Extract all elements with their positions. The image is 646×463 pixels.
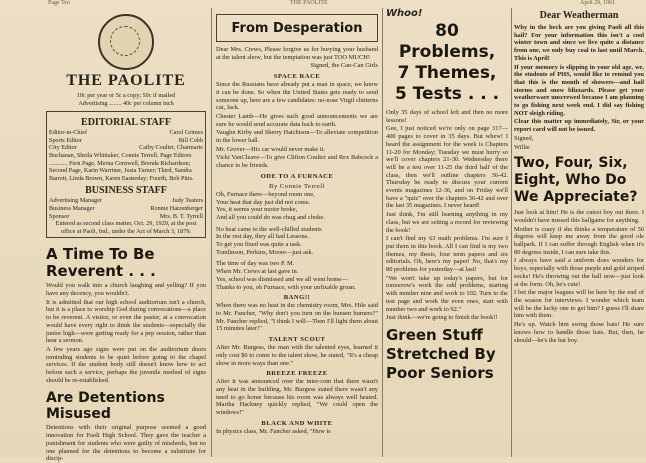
ode-author: By Connie Terrell <box>269 182 325 190</box>
ode-poem: Oh, Furnace there—beyond room one, Your heat that day just did not come. Yes, it seems your motor broke, And all you could do was chug and choke. No heat came to the well-chilled students In the rest day, they all had Lessons. To get you fixed was quite a task. Tomlinson, Perkins, Moore—just ask. The time of day was two P. M. When Mr. Crews at last gave in. Yes, school was dismissed and we all went home— Thanks to you, oh Furnace, with your unfixable groan. <box>216 190 356 291</box>
problems-paragraph: Only 35 days of school left and then no more lessons! <box>386 109 508 124</box>
space-race-text: Mr. Grover—His car would never make it. <box>216 145 325 153</box>
desperation-headline-box <box>216 14 378 42</box>
staff-row: City Editor Cathy Coulter, Charmarie <box>49 144 203 152</box>
problems-headline: 80 Problems, 7 Themes, 5 Tests . . . <box>394 21 500 104</box>
desperation-letter: Dear Mrs. Crews, Please forgive us for burying your husband at the talent show, but the temptation was just TOO MUCH! <box>216 46 378 61</box>
staff-row: Business Manager Ronnie Hatzenberger <box>49 204 203 212</box>
staff-row: Sports Editor Bill Cobb <box>49 136 203 144</box>
appreciate-headline: Two, Four, Six, Eight, Who Do We Appreciate? <box>514 155 638 206</box>
space-race-text: Vaughn Kirby and Sherry Hatchison—To alleviate competition in the lower hall. <box>216 129 378 145</box>
ode-head: ODE TO A FURNACE <box>260 172 334 180</box>
problems-paragraph: Just think—we're going to finish the book!! <box>386 314 498 322</box>
desperation-headline: From Desperation <box>231 21 363 36</box>
space-race-text: Vicki VanCleave—To give Clifton Coulter and Rex Babcock a chance to be friends. <box>216 154 378 170</box>
problems-paragraph: "We won't take up today's papers, but for tomorrow's work the odd problems, starting with number nine and work to 102. Turn to the test page and work the even ones, start with number two and work to 92." <box>386 274 508 313</box>
price-line: 10c per year or 5c a copy; 50c if mailed <box>76 92 176 99</box>
reverent-paragraph: A few years ago signs were put on the auditorium doors reminding students to be quiet before going to the chapel services. If the student body still doesn't know how to act before such a service, perhaps the juvenile method of signs should be re-established. <box>46 345 206 384</box>
problems-paragraph: I can't find my 63 math problems. I'm sure I put them in this book. All I can find is my two themes, my thesis, four term papers and six editorials. Oh, here's my paper! No, that's my 80 problems for yesterday—at last! <box>386 235 508 274</box>
appreciate-paragraph: Just look at him! He is the cutest boy out there. I wouldn't have missed this ballgame for anything. <box>514 209 644 224</box>
weatherman-signer: Willie <box>514 143 530 151</box>
column-masthead <box>46 8 206 463</box>
detentions-headline: Are Detentions Misused <box>46 390 165 423</box>
appreciate-paragraph: I bet the major leagues will be here by the end of the season for interviews. I wonder which team will be the lucky one to get him? I guess I'll share him with them. <box>514 289 644 320</box>
column-desperation <box>216 8 378 457</box>
green-stuff-headline: Green Stuff Stretched By Poor Seniors <box>386 325 496 382</box>
page-label: Page Ten <box>48 0 70 6</box>
editorial-staff-text: Buchanan, Sheila Whittaker, Connie Terrell. Page Editors ............ Fern Page, Merna Cornwell, Brenda Richardson; Second Page, Karin Warriner, Justa Turner; Third, Sandra Barrett, Linda Brown, Karen Easterday; Fourth, Bob Pitts. <box>49 151 194 182</box>
talent-head: TALENT SCOUT <box>268 336 326 344</box>
weatherman-paragraph: Clear this matter up immediately, Sir, or your report card will not be issued. <box>514 118 644 134</box>
column-problems <box>386 8 508 457</box>
staff-row: Sponsor Mrs. B. T. Tyrrell <box>49 212 203 220</box>
masthead-title: THE PAOLITE <box>66 72 186 89</box>
problems-paragraph: Gee, I just noticed we're only on page 317—400 pages to cover in 35 days. But whew! I heard the assignment for the week is Chapters 11-20 for Monday; Tuesday we must hurry so we'll cover chapters 21-30. Wednesday there will be a test over 11-25 the third half of the class, then we'll outline chapters 36-42. Thursday be ready to discuss your current events magazines 12-36, and on Friday we'll have a "quiz" over the chapters 36-42 and over the last 35 magazines. I never heard! <box>386 125 508 210</box>
space-race-text: Since the Russians have already put a man in space, we know it can be done. So when the United States gets ready to send someone up, here are a few candidates: no-nose Virgil chitterns cat, Jack. <box>216 81 378 112</box>
reverent-paragraph: Would you walk into a church laughing and yelling? If you have any decency, you wouldn't. <box>46 282 206 298</box>
ad-rate-line: Advertising ........ 40c per column inch <box>78 99 174 107</box>
bang-text: When there was no heat in the chemistry room, Mrs. Hile said to Mr. Fancher, "Why don't you turn on the bunsen burners?" Mr. Fancher replied, "I think I will—Then I'll light them about 15 minutes later!" <box>216 302 378 333</box>
appreciate-paragraph: I always have said a uniform does wonders for boys, especially with those purple and gold striped socks! He's throwing out the ball now—just look at the form. Oh, he's cute! <box>514 257 644 288</box>
column-rule <box>382 8 383 457</box>
page-header <box>0 0 646 7</box>
appreciate-paragraph: He's up. Watch him swing those bats! He sure knows how to handle those bats. But, then, he should—he's the bat boy. <box>514 321 644 344</box>
staff-box <box>46 111 206 238</box>
black-white-text: In physics class, Mr. Fancher asked, "How is <box>216 427 331 435</box>
breeze-text: After it was announced over the inter-com that there wasn't any heat in the building, Mr. Burgess stated there wasn't any need to go home because his room was always well heated. Martha Hackney quickly replied, "We could open the windows!" <box>216 378 378 417</box>
problems-paragraph: Just think, I'm still learning anything in my class, but we are setting a record for reviewing the book! <box>386 211 508 234</box>
school-seal-icon <box>98 14 154 70</box>
reverent-paragraph: It is admitted that our high school auditorium isn't a church, but it is a place to worship God during convocations—a place to be reverent. A visitor, or even the pastor, at a convocation would have every right to think the students—especially the junior high—were getting ready for a pep session, rather than hear a sermon. <box>46 298 206 345</box>
weatherman-letter: Why in the heck are you giving Paoli all this hail? For your information this isn't a cool winter town and since we live quite a distance from one, we only buy coal to last until March. This is April! <box>514 24 644 62</box>
business-staff-heading: BUSINESS STAFF <box>85 185 167 197</box>
editorial-staff-heading: EDITORIAL STAFF <box>81 117 171 129</box>
problems-kicker: Whoo! <box>386 8 423 19</box>
column-weatherman <box>514 8 644 457</box>
weatherman-signed: Signed, <box>514 134 534 142</box>
desperation-signed: Signed, the Can-Can Girls <box>310 62 378 70</box>
space-race-head: SPACE RACE <box>273 73 321 81</box>
staff-row: Editor-in-Chief Carol Grimes <box>49 129 203 137</box>
black-white-head: BLACK AND WHITE <box>261 419 333 427</box>
column-rule <box>211 8 212 457</box>
space-race-text: Chester Lamb—He gives such good announcements we are sure he would send accurate data back to earth. <box>216 112 378 128</box>
detentions-paragraph: Detentions with their original purpose seemed a good innovation for Paoli High School. They gave the teacher a punishment for students who were guilty of misdeeds, but no one planned for the detentions to become a substitute for discip- <box>46 424 206 463</box>
appreciate-paragraph: Mother is crazy if she thinks a temperature of 50 degrees will keep me away from the good ole ballpark. If I can suffer through English when it's 80 degrees inside, I can sure take this. <box>514 225 644 256</box>
weatherman-paragraph: If your memory is slipping in your old age, we, the students of PHS, would like to remind you that this is the month of showers—and hail storms and snow blizzards. Please get your weatherware unscrewed because I am planning to go fishing next week end. I did say fishing NOT sleigh riding. <box>514 63 644 117</box>
column-rule <box>511 8 512 457</box>
weatherman-headline: Dear Weatherman <box>539 10 619 21</box>
talent-text: After Mr. Burgess, the man with the talented eyes, learned it only cost $6 to come to the talent show, he stated, "It's a cheap show in more ways than one." <box>216 344 378 367</box>
bang-head: BANG!! <box>283 294 311 302</box>
breeze-head: BREEZE FREEZE <box>266 370 328 378</box>
issue-date: April 29, 1961 <box>580 0 616 6</box>
entered-notice: Entered as second class matter, Oct. 29, 1929, at the post office at Paoli, Ind., under the Act of March 3, 1879. <box>55 220 197 235</box>
staff-row: Advertising Manager Judy Teaters <box>49 197 203 205</box>
reverent-headline: A Time To Be Reverent . . . <box>46 245 156 281</box>
paper-name: THE PAOLITE <box>290 0 328 6</box>
